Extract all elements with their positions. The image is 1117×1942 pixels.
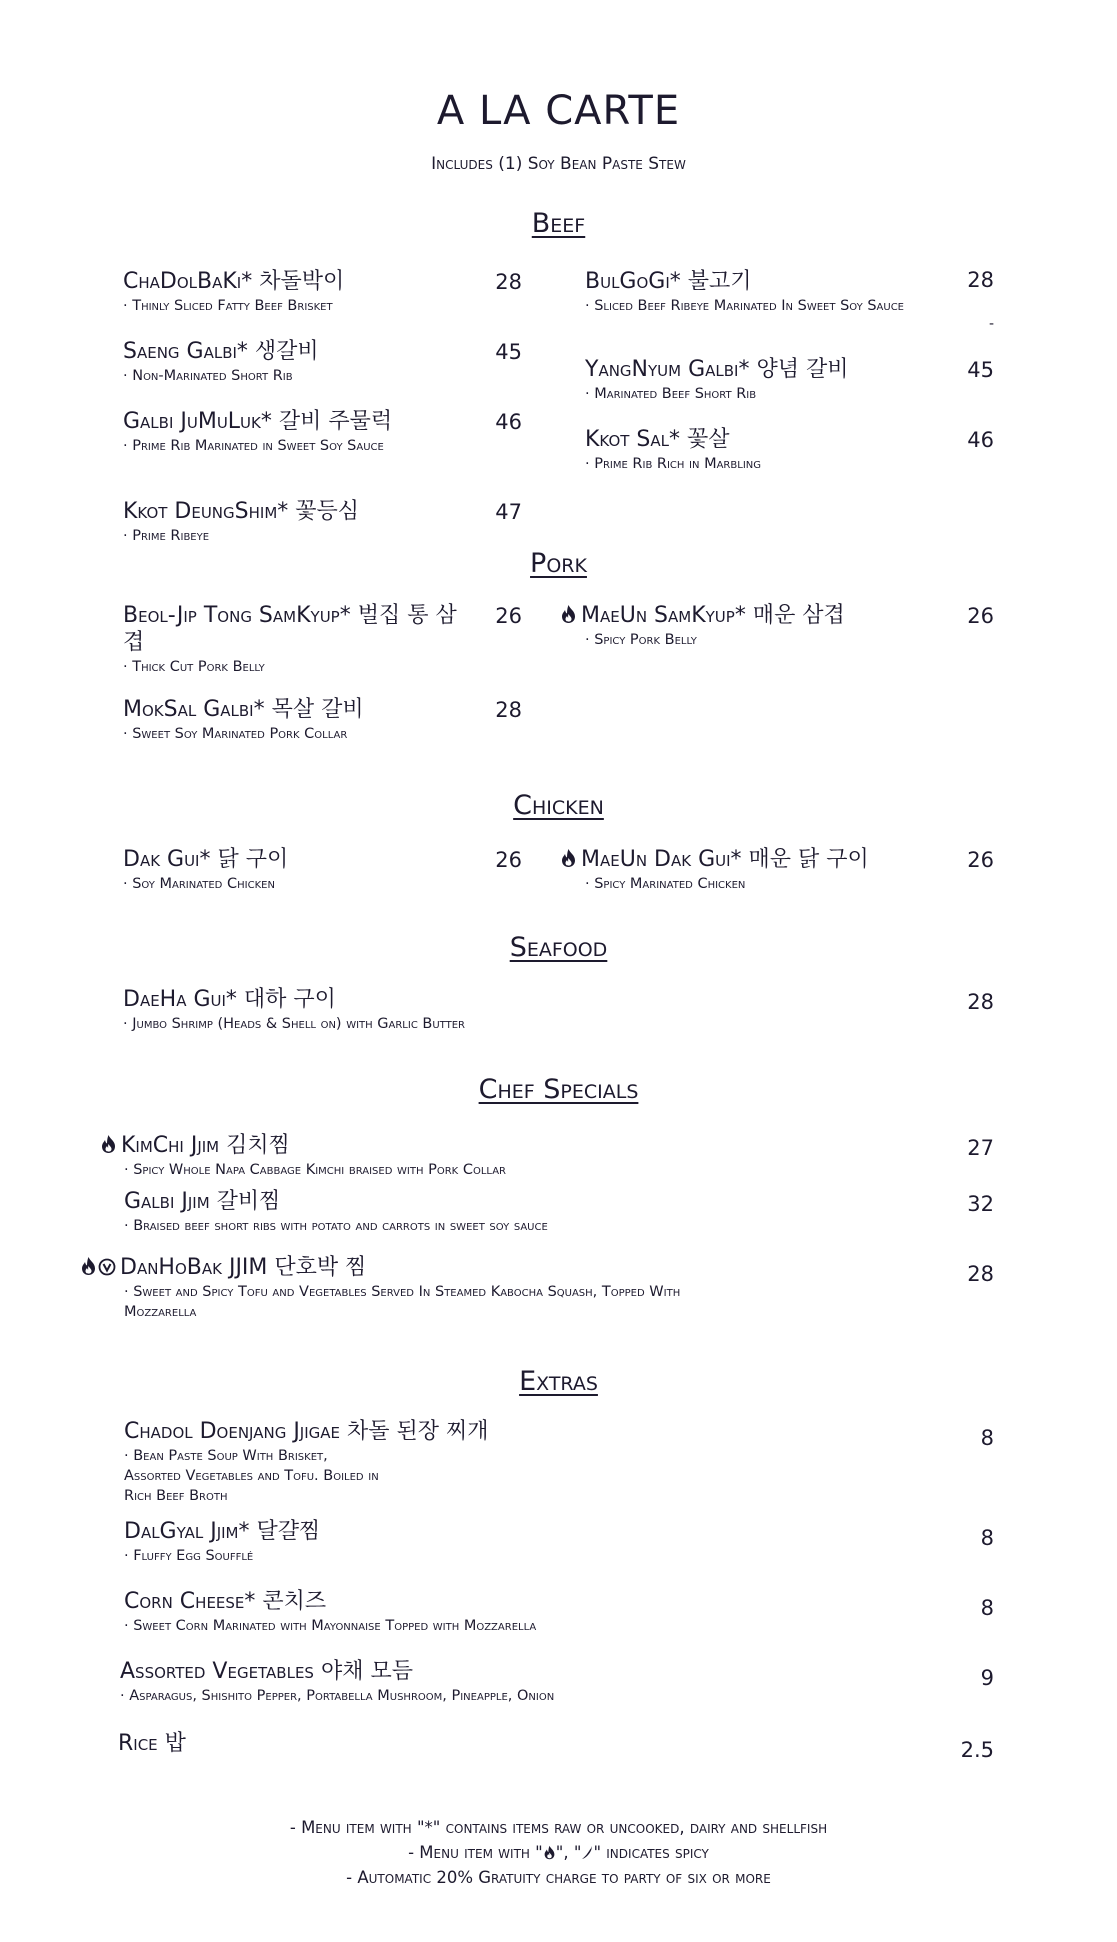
item-name (100, 1132, 800, 1159)
menu-item (118, 1730, 418, 1757)
menu-item (123, 268, 483, 316)
section-heading-seafood: Seafood (509, 932, 608, 963)
item-name: ChaDolBaKi* 차돌박이 (123, 269, 345, 294)
item-description: · Spicy Whole Napa Cabbage Kimchi braised with Pork Collar (124, 1162, 506, 1178)
item-description: · Asparagus, Shishito Pepper, Portabella Mushroom, Pineapple, Onion (120, 1688, 555, 1704)
menu-item (585, 356, 925, 404)
menu-item (123, 338, 483, 386)
item-description: · Prime Rib Rich in Marbling (585, 456, 761, 472)
item-description: · Soy Marinated Chicken (123, 876, 275, 892)
item-price: 8 (980, 1426, 994, 1450)
item-name (560, 602, 920, 629)
item-name: Galbi Jjim 갈비찜 (124, 1189, 281, 1214)
menu-item (124, 1188, 824, 1236)
item-price: 28 (495, 270, 522, 294)
page-title: A LA CARTE (436, 88, 681, 134)
item-price: 8 (980, 1596, 994, 1620)
footer-note-spicy-pre: - Menu item with " (408, 1843, 543, 1862)
item-description: · Thinly Sliced Fatty Beef Brisket (123, 298, 333, 314)
item-name: Rice 밥 (118, 1731, 186, 1756)
menu-item (123, 986, 743, 1034)
item-description: · Spicy Pork Belly (585, 632, 697, 648)
item-description: · Prime Ribeye (123, 528, 210, 544)
spicy-fire-icon (543, 1845, 556, 1860)
item-price: 32 (967, 1192, 994, 1216)
item-name: Galbi JuMuLuk* 갈비 주물럭 (123, 409, 393, 434)
item-name (80, 1254, 680, 1281)
footer-note-gratuity: - Automatic 20% Gratuity charge to party of six or more (346, 1868, 771, 1887)
menu-item (560, 846, 940, 894)
item-description: · Sliced Beef Ribeye Marinated In Sweet Soy Sauce (585, 298, 904, 314)
item-price: 28 (967, 268, 994, 292)
item-name: Dak Gui* 닭 구이 (123, 847, 289, 872)
item-price: 45 (495, 340, 522, 364)
item-price: 27 (967, 1136, 994, 1160)
section-heading-beef: Beef (531, 208, 586, 239)
item-description: · Sweet Soy Marinated Pork Collar (123, 726, 348, 742)
item-name (560, 846, 940, 873)
item-name: Saeng Galbi* 생갈비 (123, 339, 319, 364)
item-price: 26 (967, 604, 994, 628)
menu-item (123, 846, 483, 894)
section-heading-extras: Extras (519, 1366, 598, 1397)
menu-item (80, 1254, 680, 1322)
item-description: · Non-Marinated Short Rib (123, 368, 293, 384)
item-price: 45 (967, 358, 994, 382)
footer-note-raw: - Menu item with "*" contains items raw or uncooked, dairy and shellfish (289, 1818, 828, 1837)
item-name: Beol-Jip Tong SamKyup* 벌집 통 삼겹 (123, 603, 457, 655)
item-name: Kkot DeungShim* 꽃등심 (123, 499, 360, 524)
item-name-text: MaeUn SamKyup* 매운 삼겹 (581, 603, 845, 628)
item-description: · Braised beef short ribs with potato and carrots in sweet soy sauce (124, 1218, 548, 1234)
menu-item (585, 268, 915, 316)
item-name: BulGoGi* 불고기 (585, 269, 752, 294)
item-name-text: DanHoBak JJIM 단호박 찜 (120, 1255, 367, 1280)
spicy-fire-icon (100, 1134, 117, 1154)
item-description: · Marinated Beef Short Rib (585, 386, 757, 402)
item-price: 28 (495, 698, 522, 722)
item-description: · Prime Rib Marinated in Sweet Soy Sauce (123, 438, 384, 454)
item-description: · Jumbo Shrimp (Heads & Shell on) with Garlic Butter (123, 1016, 465, 1032)
item-name: Chadol Doenjang Jjigae 차돌 된장 찌개 (124, 1419, 489, 1444)
item-description: · Bean Paste Soup With Brisket, Assorted Vegetables and Tofu. Boiled in Rich Beef Broth (124, 1448, 379, 1504)
menu-item (100, 1132, 800, 1180)
footer-notes (0, 1815, 1117, 1890)
item-name: Corn Cheese* 콘치즈 (124, 1589, 327, 1614)
item-price: 9 (980, 1666, 994, 1690)
price-dash: - (988, 316, 994, 332)
item-price: 2.5 (960, 1738, 994, 1762)
item-name: MokSal Galbi* 목살 갈비 (123, 697, 364, 722)
menu-item (123, 498, 483, 546)
item-name: Assorted Vegetables 야채 모듬 (120, 1659, 413, 1684)
item-price: 46 (495, 410, 522, 434)
item-description: · Fluffy Egg Soufflé (124, 1548, 254, 1564)
item-description: · Thick Cut Pork Belly (123, 659, 265, 675)
item-price: 26 (495, 604, 522, 628)
menu-item (124, 1588, 804, 1636)
menu-item (123, 696, 483, 744)
item-price: 46 (967, 428, 994, 452)
section-heading-chef-specials: Chef Specials (478, 1074, 639, 1105)
item-name: DaeHa Gui* 대하 구이 (123, 987, 336, 1012)
item-name: Kkot Sal* 꽃살 (585, 427, 730, 452)
footer-note-spicy-mid: ", " (555, 1843, 582, 1862)
item-price: 26 (495, 848, 522, 872)
item-price: 28 (967, 1262, 994, 1286)
footer-note-spicy (0, 1840, 1117, 1865)
spicy-fire-icon (560, 604, 577, 624)
item-price: 26 (967, 848, 994, 872)
item-description: · Sweet Corn Marinated with Mayonnaise Topped with Mozzarella (124, 1618, 537, 1634)
menu-item (123, 602, 473, 677)
chili-pepper-icon (581, 1845, 593, 1860)
section-heading-chicken: Chicken (513, 790, 604, 821)
spicy-fire-icon (560, 848, 577, 868)
item-description: · Sweet and Spicy Tofu and Vegetables Served In Steamed Kabocha Squash, Topped With Mozzarella (124, 1284, 681, 1320)
menu-item (124, 1518, 684, 1566)
item-name-text: KimChi Jjim 김치찜 (121, 1133, 290, 1158)
item-price: 28 (967, 990, 994, 1014)
menu-item (560, 602, 920, 650)
menu-item (120, 1658, 820, 1706)
menu-item (123, 408, 423, 456)
item-price: 47 (495, 500, 522, 524)
item-price: 8 (980, 1526, 994, 1550)
spicy-fire-icon (80, 1256, 97, 1276)
section-heading-pork: Pork (530, 548, 587, 579)
item-name: YangNyum Galbi* 양념 갈비 (585, 357, 849, 382)
menu-item (585, 426, 915, 474)
item-name: DalGyal Jjim* 달걀찜 (124, 1519, 321, 1544)
vegetarian-icon (98, 1258, 116, 1276)
menu-item (124, 1418, 544, 1506)
footer-note-spicy-post: " indicates spicy (593, 1843, 709, 1862)
page-subtitle: Includes (1) Soy Bean Paste Stew (431, 154, 686, 174)
item-name-text: MaeUn Dak Gui* 매운 닭 구이 (581, 847, 869, 872)
item-description: · Spicy Marinated Chicken (585, 876, 746, 892)
